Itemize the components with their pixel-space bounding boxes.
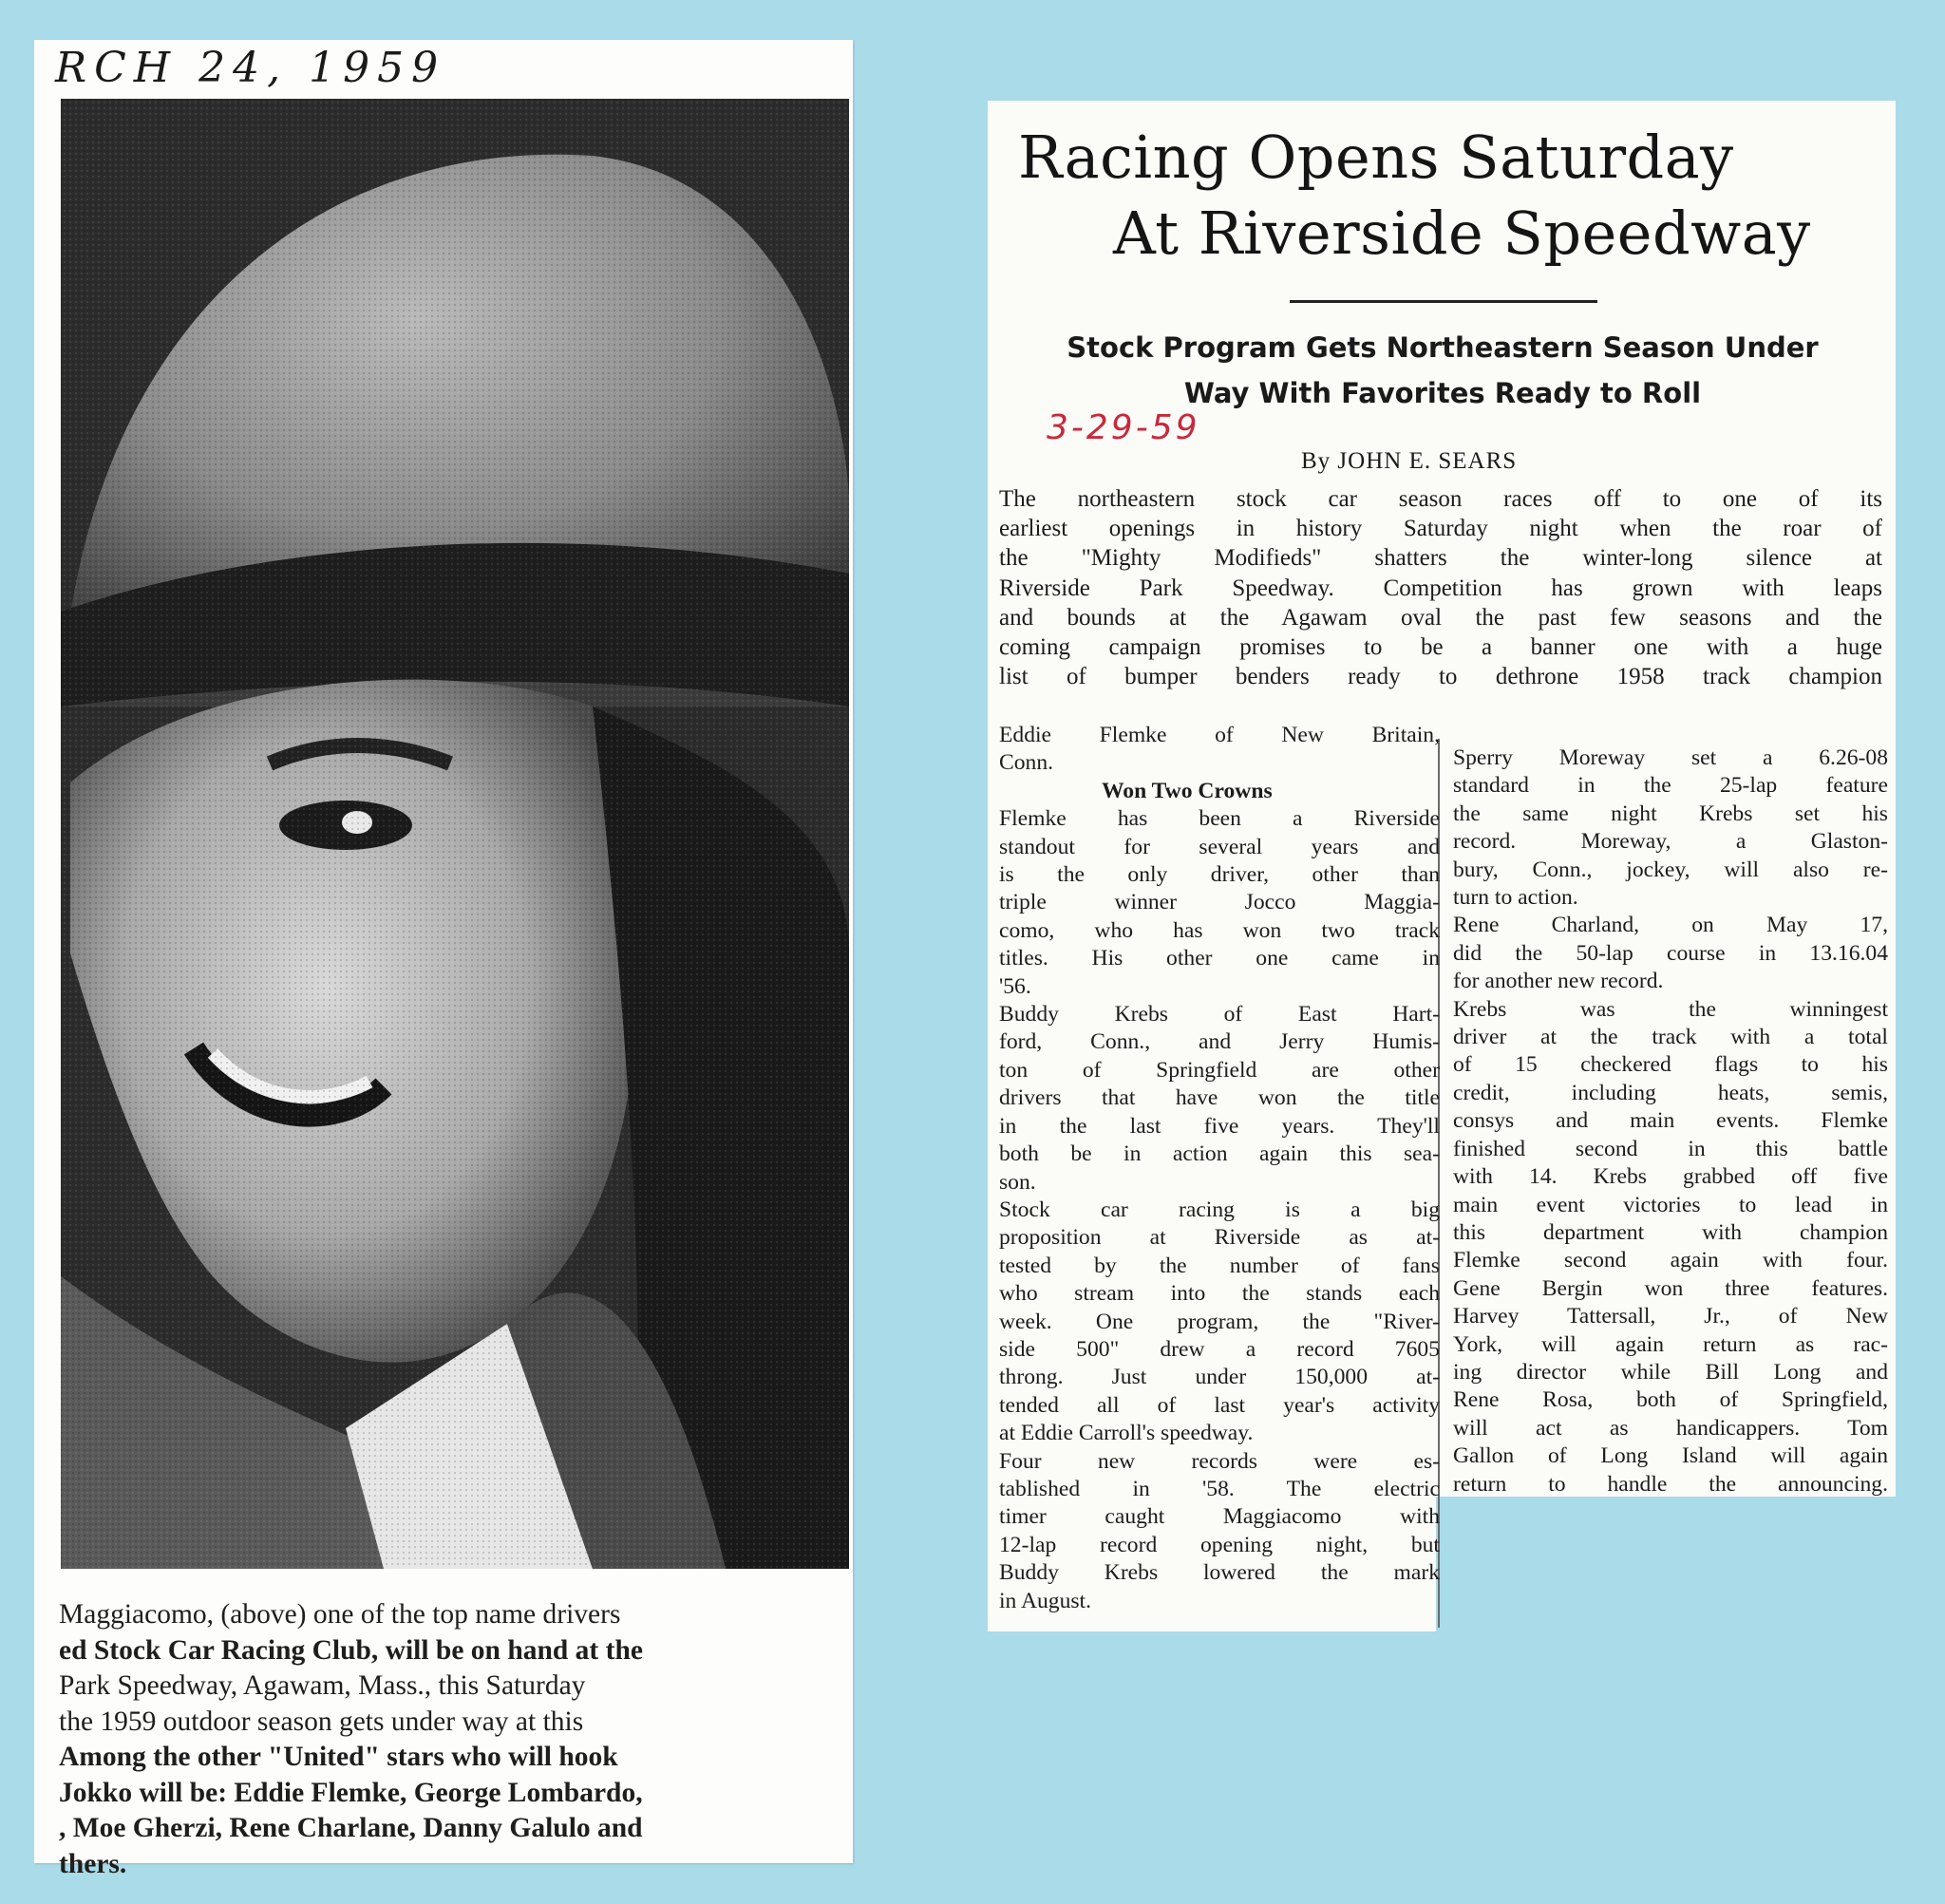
byline: By JOHN E. SEARS xyxy=(1301,448,1518,474)
article-line: Riverside Park Speedway. Competition has grown with leaps xyxy=(999,575,1882,601)
article-line: Rene Charland, on May 17, xyxy=(1453,913,1888,938)
article-line: Harvey Tattersall, Jr., of New xyxy=(1453,1304,1888,1329)
article-line: Four new records were es- xyxy=(999,1448,1440,1474)
article-line: driver at the track with a total xyxy=(1453,1025,1888,1050)
subheadline xyxy=(1001,325,1884,416)
article-line: side 500" drew a record 7605 xyxy=(999,1336,1440,1362)
article-line: tablished in '58. The electric xyxy=(999,1476,1440,1501)
article-line: Gallon of Long Island will again xyxy=(1453,1443,1888,1469)
headline-rule xyxy=(1290,300,1597,303)
article-line: Stock car racing is a big xyxy=(999,1197,1440,1222)
article-line: York, will again return as rac- xyxy=(1453,1331,1888,1357)
article-line: timer caught Maggiacomo with xyxy=(999,1504,1440,1530)
article-line: ton of Springfield are other xyxy=(999,1057,1440,1083)
article-line: this department with champion xyxy=(1453,1219,1888,1245)
headline-line: Racing Opens Saturday xyxy=(1018,123,1734,192)
article-column-left xyxy=(999,722,1440,1615)
article-line: earliest openings in history Saturday night when the roar of xyxy=(999,516,1882,542)
article-line: ford, Conn., and Jerry Humis- xyxy=(999,1029,1440,1055)
caption-line: Jokko will be: Eddie Flemke, George Lombardo, xyxy=(59,1777,643,1808)
article-line: standard in the 25-lap feature xyxy=(1453,773,1888,799)
article-line: at Eddie Carroll's speedway. xyxy=(999,1421,1254,1446)
article-line: Buddy Krebs lowered the mark xyxy=(999,1560,1440,1586)
article-line: with 14. Krebs grabbed off five xyxy=(1453,1164,1888,1190)
article-line: the same night Krebs set his xyxy=(1453,801,1888,826)
article-line: turn to action. xyxy=(1453,885,1578,911)
article-line: Conn. xyxy=(999,750,1054,776)
article-line: Flemke second again with four. xyxy=(1453,1248,1888,1273)
article-line: the "Mighty Modifieds" shatters the winter-long silence at xyxy=(999,545,1882,572)
article-line: tended all of last year's activity xyxy=(999,1392,1440,1418)
article-line: Krebs was the winningest xyxy=(1453,996,1888,1022)
article-line: The northeastern stock car season races off to one of its xyxy=(999,486,1882,512)
article-line: proposition at Riverside as at- xyxy=(999,1225,1440,1251)
article-line: is the only driver, other than xyxy=(999,862,1440,888)
article-line: credit, including heats, semis, xyxy=(1453,1080,1888,1105)
article-line: consys and main events. Flemke xyxy=(1453,1108,1888,1134)
article-line: Eddie Flemke of New Britain, xyxy=(999,723,1440,747)
article-line: in August. xyxy=(999,1588,1092,1613)
article-line: triple winner Jocco Maggia- xyxy=(999,890,1440,915)
section-heading: Won Two Crowns xyxy=(1102,778,1273,803)
caption-line: Among the other "United" stars who will hook xyxy=(59,1742,618,1772)
article-line: Buddy Krebs of East Hart- xyxy=(999,1002,1440,1027)
caption-line: the 1959 outdoor season gets under way at this xyxy=(59,1706,584,1737)
article-line: list of bumper benders ready to dethrone 1958 track champion xyxy=(999,664,1882,690)
caption-line: Maggiacomo, (above) one of the top name drivers xyxy=(59,1599,621,1630)
article-line: main event victories to lead in xyxy=(1453,1192,1888,1217)
article-line: Sperry Moreway set a 6.26-08 xyxy=(1453,745,1888,770)
article-line: como, who has won two track xyxy=(999,917,1440,943)
article-line: finished second in this battle xyxy=(1453,1136,1888,1161)
article-line: Rene Rosa, both of Springfield, xyxy=(1453,1387,1888,1413)
article-line: record. Moreway, a Glaston- xyxy=(1453,829,1888,855)
article-line: 12-lap record opening night, but xyxy=(999,1532,1440,1557)
subheadline-line: Way With Favorites Ready to Roll xyxy=(1183,377,1702,409)
caption-line: thers. xyxy=(59,1848,127,1879)
subheadline-line: Stock Program Gets Northeastern Season Under xyxy=(1067,331,1819,364)
article-line: both be in action again this sea- xyxy=(999,1141,1440,1167)
article-line: son. xyxy=(999,1169,1036,1195)
article-line: tested by the number of fans xyxy=(999,1253,1440,1278)
article-line: Flemke has been a Riverside xyxy=(999,806,1440,832)
article-line: ing director while Bill Long and xyxy=(1453,1359,1888,1385)
article-line: for another new record. xyxy=(1453,969,1664,994)
article-clipping xyxy=(988,101,1896,1631)
headline-line: At Riverside Speedway xyxy=(1113,198,1811,268)
caption-line: Park Speedway, Agawam, Mass., this Saturday xyxy=(59,1670,586,1701)
article-line: week. One program, the "River- xyxy=(999,1309,1440,1334)
handwritten-date: RCH 24, 1959 xyxy=(55,44,446,92)
article-line: did the 50-lap course in 13.16.04 xyxy=(1453,940,1888,966)
article-line: of 15 checkered flags to his xyxy=(1453,1052,1888,1078)
article-line: bury, Conn., jockey, will also re- xyxy=(1453,857,1888,882)
left-clipping xyxy=(34,40,853,1879)
article-line: who stream into the stands each xyxy=(999,1281,1440,1307)
caption-line: ed Stock Car Racing Club, will be on hand at the xyxy=(59,1634,643,1666)
article-line: in the last five years. They'll xyxy=(999,1113,1440,1139)
photo-caption xyxy=(59,1597,853,1879)
driver-photo xyxy=(61,99,849,1569)
article-line: will act as handicappers. Tom xyxy=(1453,1415,1888,1441)
article-line: titles. His other one came in xyxy=(999,946,1440,971)
article-line: throng. Just under 150,000 at- xyxy=(999,1365,1440,1390)
handwritten-red-date: 3-29-59 xyxy=(1047,408,1200,447)
lead-paragraph xyxy=(999,484,1882,691)
article-column-right xyxy=(1453,745,1888,1499)
article-line: Gene Bergin won three features. xyxy=(1453,1275,1888,1301)
headline xyxy=(1001,120,1884,272)
article-line: coming campaign promises to be a banner one with a huge xyxy=(999,634,1882,661)
article-line: '56. xyxy=(999,973,1031,999)
article-line: and bounds at the Agawam oval the past few seasons and the xyxy=(999,604,1882,631)
article-line: drivers that have won the title xyxy=(999,1085,1440,1111)
article-line: return to handle the announcing. xyxy=(1453,1471,1888,1497)
article-line: standout for several years and xyxy=(999,834,1440,859)
caption-line: , Moe Gherzi, Rene Charlane, Danny Galulo and xyxy=(59,1813,643,1843)
